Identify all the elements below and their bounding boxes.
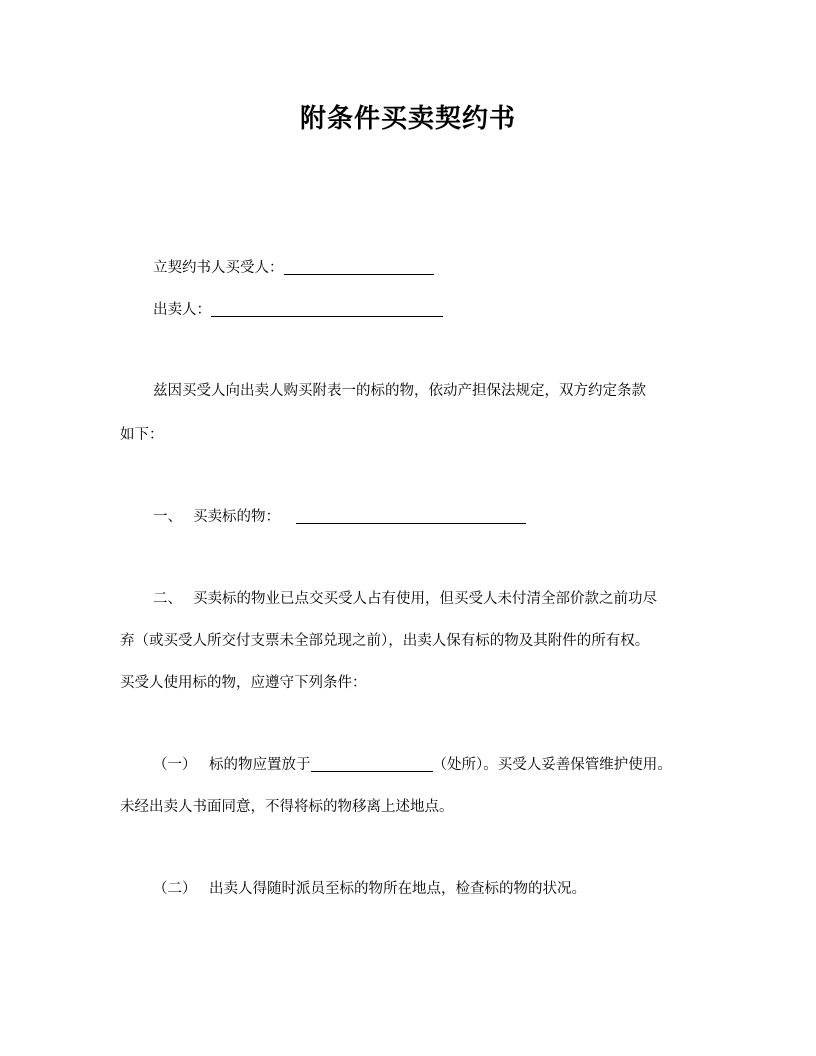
intro-line-2: 如下： (120, 427, 164, 443)
buyer-blank[interactable] (284, 258, 434, 275)
sub-clause-1-text-before: 标的物应置放于 (209, 757, 311, 773)
clause-1-number: 一、 (153, 509, 182, 525)
clause-1 (153, 507, 526, 527)
sub-clause-1-blank[interactable] (311, 755, 433, 772)
intro-line-1: 兹因买受人向出卖人购买附表一的标的物，依动产担保法规定，双方约定条款 (153, 383, 646, 399)
seller-label: 出卖人： (153, 302, 211, 318)
seller-line (153, 300, 443, 320)
sub-clause-1-text-after: （处所）。买受人妥善保管维护使用。 (432, 757, 672, 773)
clause-2-line-1 (153, 589, 657, 609)
seller-blank[interactable] (211, 300, 443, 317)
buyer-line (153, 258, 434, 278)
clause-2-line-2: 弃（或买受人所交付支票未全部兑现之前），出卖人保有标的物及其附件的所有权。 (120, 633, 650, 649)
clause-2-number: 二、 (153, 591, 182, 607)
buyer-label: 立契约书人买受人： (153, 260, 284, 276)
sub-clause-2-text: 出卖人得随时派员至标的物所在地点，检查标的物的状况。 (209, 881, 586, 897)
clause-1-blank[interactable] (296, 507, 526, 524)
clause-2-text-1: 买卖标的物业已点交买受人占有使用，但买受人未付清全部价款之前功尽 (193, 591, 657, 607)
document-title: 附条件买卖契约书 (299, 104, 516, 134)
sub-clause-1-number: （一） (153, 757, 197, 773)
sub-clause-2 (153, 879, 586, 899)
sub-clause-2-number: （二） (153, 881, 197, 897)
sub-clause-1-line-2: 未经出卖人书面同意，不得将标的物移离上述地点。 (120, 799, 454, 815)
sub-clause-1-line-1 (153, 755, 672, 775)
clause-1-text: 买卖标的物： (193, 509, 280, 525)
clause-2-line-3: 买受人使用标的物，应遵守下列条件： (120, 675, 367, 691)
